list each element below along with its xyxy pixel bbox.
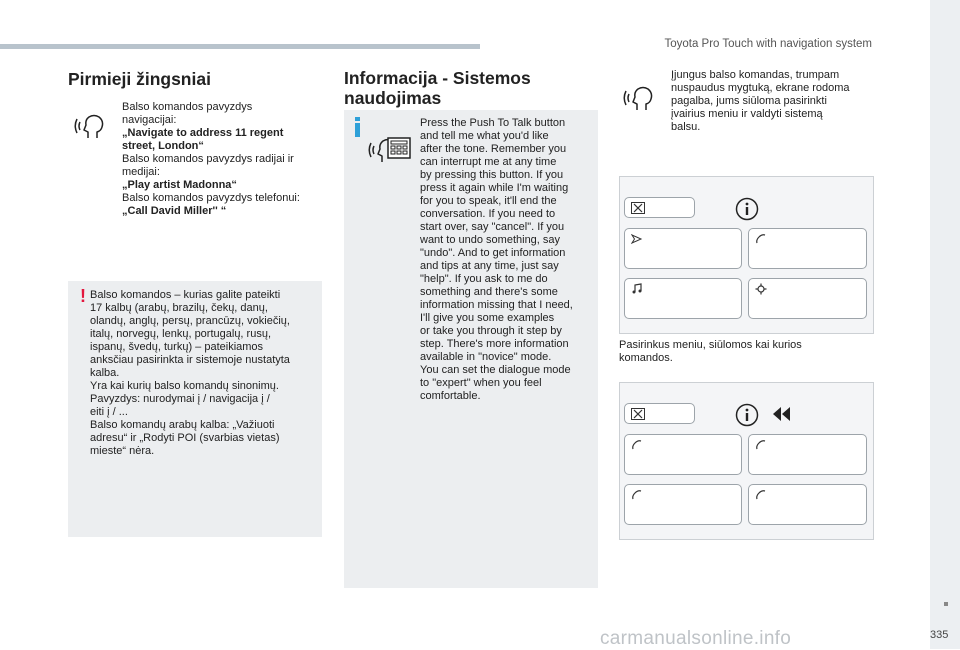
voice-command-icon xyxy=(623,80,657,114)
warning-line: ispanų, švedų, turkų) – pateikiamos xyxy=(90,341,264,353)
caption-line: Pasirinkus meniu, siūlomos kai kurios xyxy=(619,339,802,351)
heading-line-1: Informacija - Sistemos xyxy=(344,68,531,88)
warning-line: 17 kalbų (arabų, brazilų, čekų, danų, xyxy=(90,302,268,314)
info-line: conversation. If you need to xyxy=(420,208,556,220)
info-line: Press the Push To Talk button xyxy=(420,117,566,129)
header-rule xyxy=(0,44,480,49)
warning-line: Balso komandų arabų kalba: „Važiuoti xyxy=(90,419,275,431)
info-line: "undo". And to get information xyxy=(420,247,566,259)
info-line: press it again while I'm waiting xyxy=(420,182,569,194)
intro-line: Įjungus balso komandas, trumpam xyxy=(671,69,840,81)
info-text xyxy=(420,117,595,403)
warning-line: anksčiau pasirinkta ir sistemoje nustatyta xyxy=(90,354,290,366)
info-line: information missing that I need, xyxy=(420,299,573,311)
info-line: You can set the dialogue mode xyxy=(420,364,571,376)
manual-title: Toyota Pro Touch with navigation system xyxy=(664,38,872,50)
voice-example-line: Balso komandos pavyzdys radijai ir xyxy=(122,153,294,165)
caption-line: komandos. xyxy=(619,352,673,364)
info-line: can interrupt me at any time xyxy=(420,156,557,168)
heading-line-2: naudojimas xyxy=(344,88,442,108)
intro-line: pagalba, jums siūloma pasirinkti xyxy=(671,95,827,107)
warning-exclamation-icon: ! xyxy=(80,286,86,306)
voice-command-icon xyxy=(74,108,108,142)
voice-example-line: Balso komandos pavyzdys telefonui: xyxy=(122,192,300,204)
info-line: comfortable. xyxy=(420,390,481,402)
voice-example-line: medijai: xyxy=(122,166,160,178)
page-number: 335 xyxy=(930,629,949,641)
back-icon[interactable] xyxy=(770,405,792,423)
watermark: carmanualsonline.info xyxy=(600,628,792,649)
voice-help-screen-main xyxy=(619,176,874,334)
info-line: step. There's more information xyxy=(420,338,569,350)
media-menu-button[interactable] xyxy=(624,278,742,319)
warning-line: Yra kai kurių balso komandų sinonimų. xyxy=(90,380,279,392)
info-icon xyxy=(355,117,360,137)
info-line: something and there's some xyxy=(420,286,558,298)
page-edge-strip xyxy=(930,0,960,649)
voice-example-line: „Navigate to address 11 regent xyxy=(122,127,284,139)
phone-command-button-3[interactable] xyxy=(624,484,742,525)
navigation-menu-button[interactable] xyxy=(624,228,742,269)
phone-command-button-2[interactable] xyxy=(748,434,867,475)
right-intro-text xyxy=(671,69,881,134)
warning-line: italų, norvegų, lenkų, portugalų, rusų, xyxy=(90,328,272,340)
page-marker xyxy=(944,602,948,606)
close-button[interactable] xyxy=(624,197,695,218)
info-line: and tips at any time, just say xyxy=(420,260,559,272)
info-circle-icon[interactable] xyxy=(735,403,759,427)
screen-caption xyxy=(619,339,869,365)
info-line: want to undo something, say xyxy=(420,234,561,246)
phone-command-button-4[interactable] xyxy=(748,484,867,525)
voice-help-screen-submenu xyxy=(619,382,874,540)
warning-line: mieste“ nėra. xyxy=(90,445,155,457)
intro-line: balsu. xyxy=(671,121,701,133)
voice-examples xyxy=(122,101,317,218)
close-button[interactable] xyxy=(624,403,695,424)
info-line: start over, say "cancel". If you xyxy=(420,221,565,233)
warning-line: Balso komandos – kurias galite pateikti xyxy=(90,289,281,301)
info-line: by pressing this button. If you xyxy=(420,169,564,181)
info-line: and tell me what you'd like xyxy=(420,130,549,142)
voice-example-line: „Call David Miller'' “ xyxy=(122,205,227,217)
warning-line: olandų, anglų, persų, prancūzų, vokiečių, xyxy=(90,315,290,327)
voice-screen-icon xyxy=(368,124,412,166)
info-line: for you to speak, it'll end the xyxy=(420,195,557,207)
intro-line: nuspaudus mygtuką, ekrane rodoma xyxy=(671,82,850,94)
voice-example-line: street, London“ xyxy=(122,140,204,152)
info-line: to "expert" when you feel xyxy=(420,377,542,389)
info-line: or take you through it step by xyxy=(420,325,562,337)
intro-line: įvairius meniu ir valdyti sistemą xyxy=(671,108,823,120)
voice-example-line: „Play artist Madonna“ xyxy=(122,179,237,191)
section-heading-information xyxy=(344,68,584,108)
info-circle-icon[interactable] xyxy=(735,197,759,221)
voice-example-line: Balso komandos pavyzdys xyxy=(122,101,253,113)
voice-example-line: navigacijai: xyxy=(122,114,177,126)
phone-command-button-1[interactable] xyxy=(624,434,742,475)
section-heading-first-steps: Pirmieji žingsniai xyxy=(68,69,211,89)
warning-line: eiti į / ... xyxy=(90,406,128,418)
warning-text xyxy=(90,289,318,458)
info-line: I'll give you some examples xyxy=(420,312,555,324)
warning-line: kalba. xyxy=(90,367,120,379)
phone-menu-button[interactable] xyxy=(748,228,867,269)
warning-line: Pavyzdys: nurodymai į / navigacija į / xyxy=(90,393,270,405)
info-line: available in "novice" mode. xyxy=(420,351,552,363)
warning-line: adresu“ ir „Rodyti POI (svarbias vietas) xyxy=(90,432,280,444)
info-line: "help". If you ask to me do xyxy=(420,273,548,285)
info-line: after the tone. Remember you xyxy=(420,143,567,155)
settings-menu-button[interactable] xyxy=(748,278,867,319)
